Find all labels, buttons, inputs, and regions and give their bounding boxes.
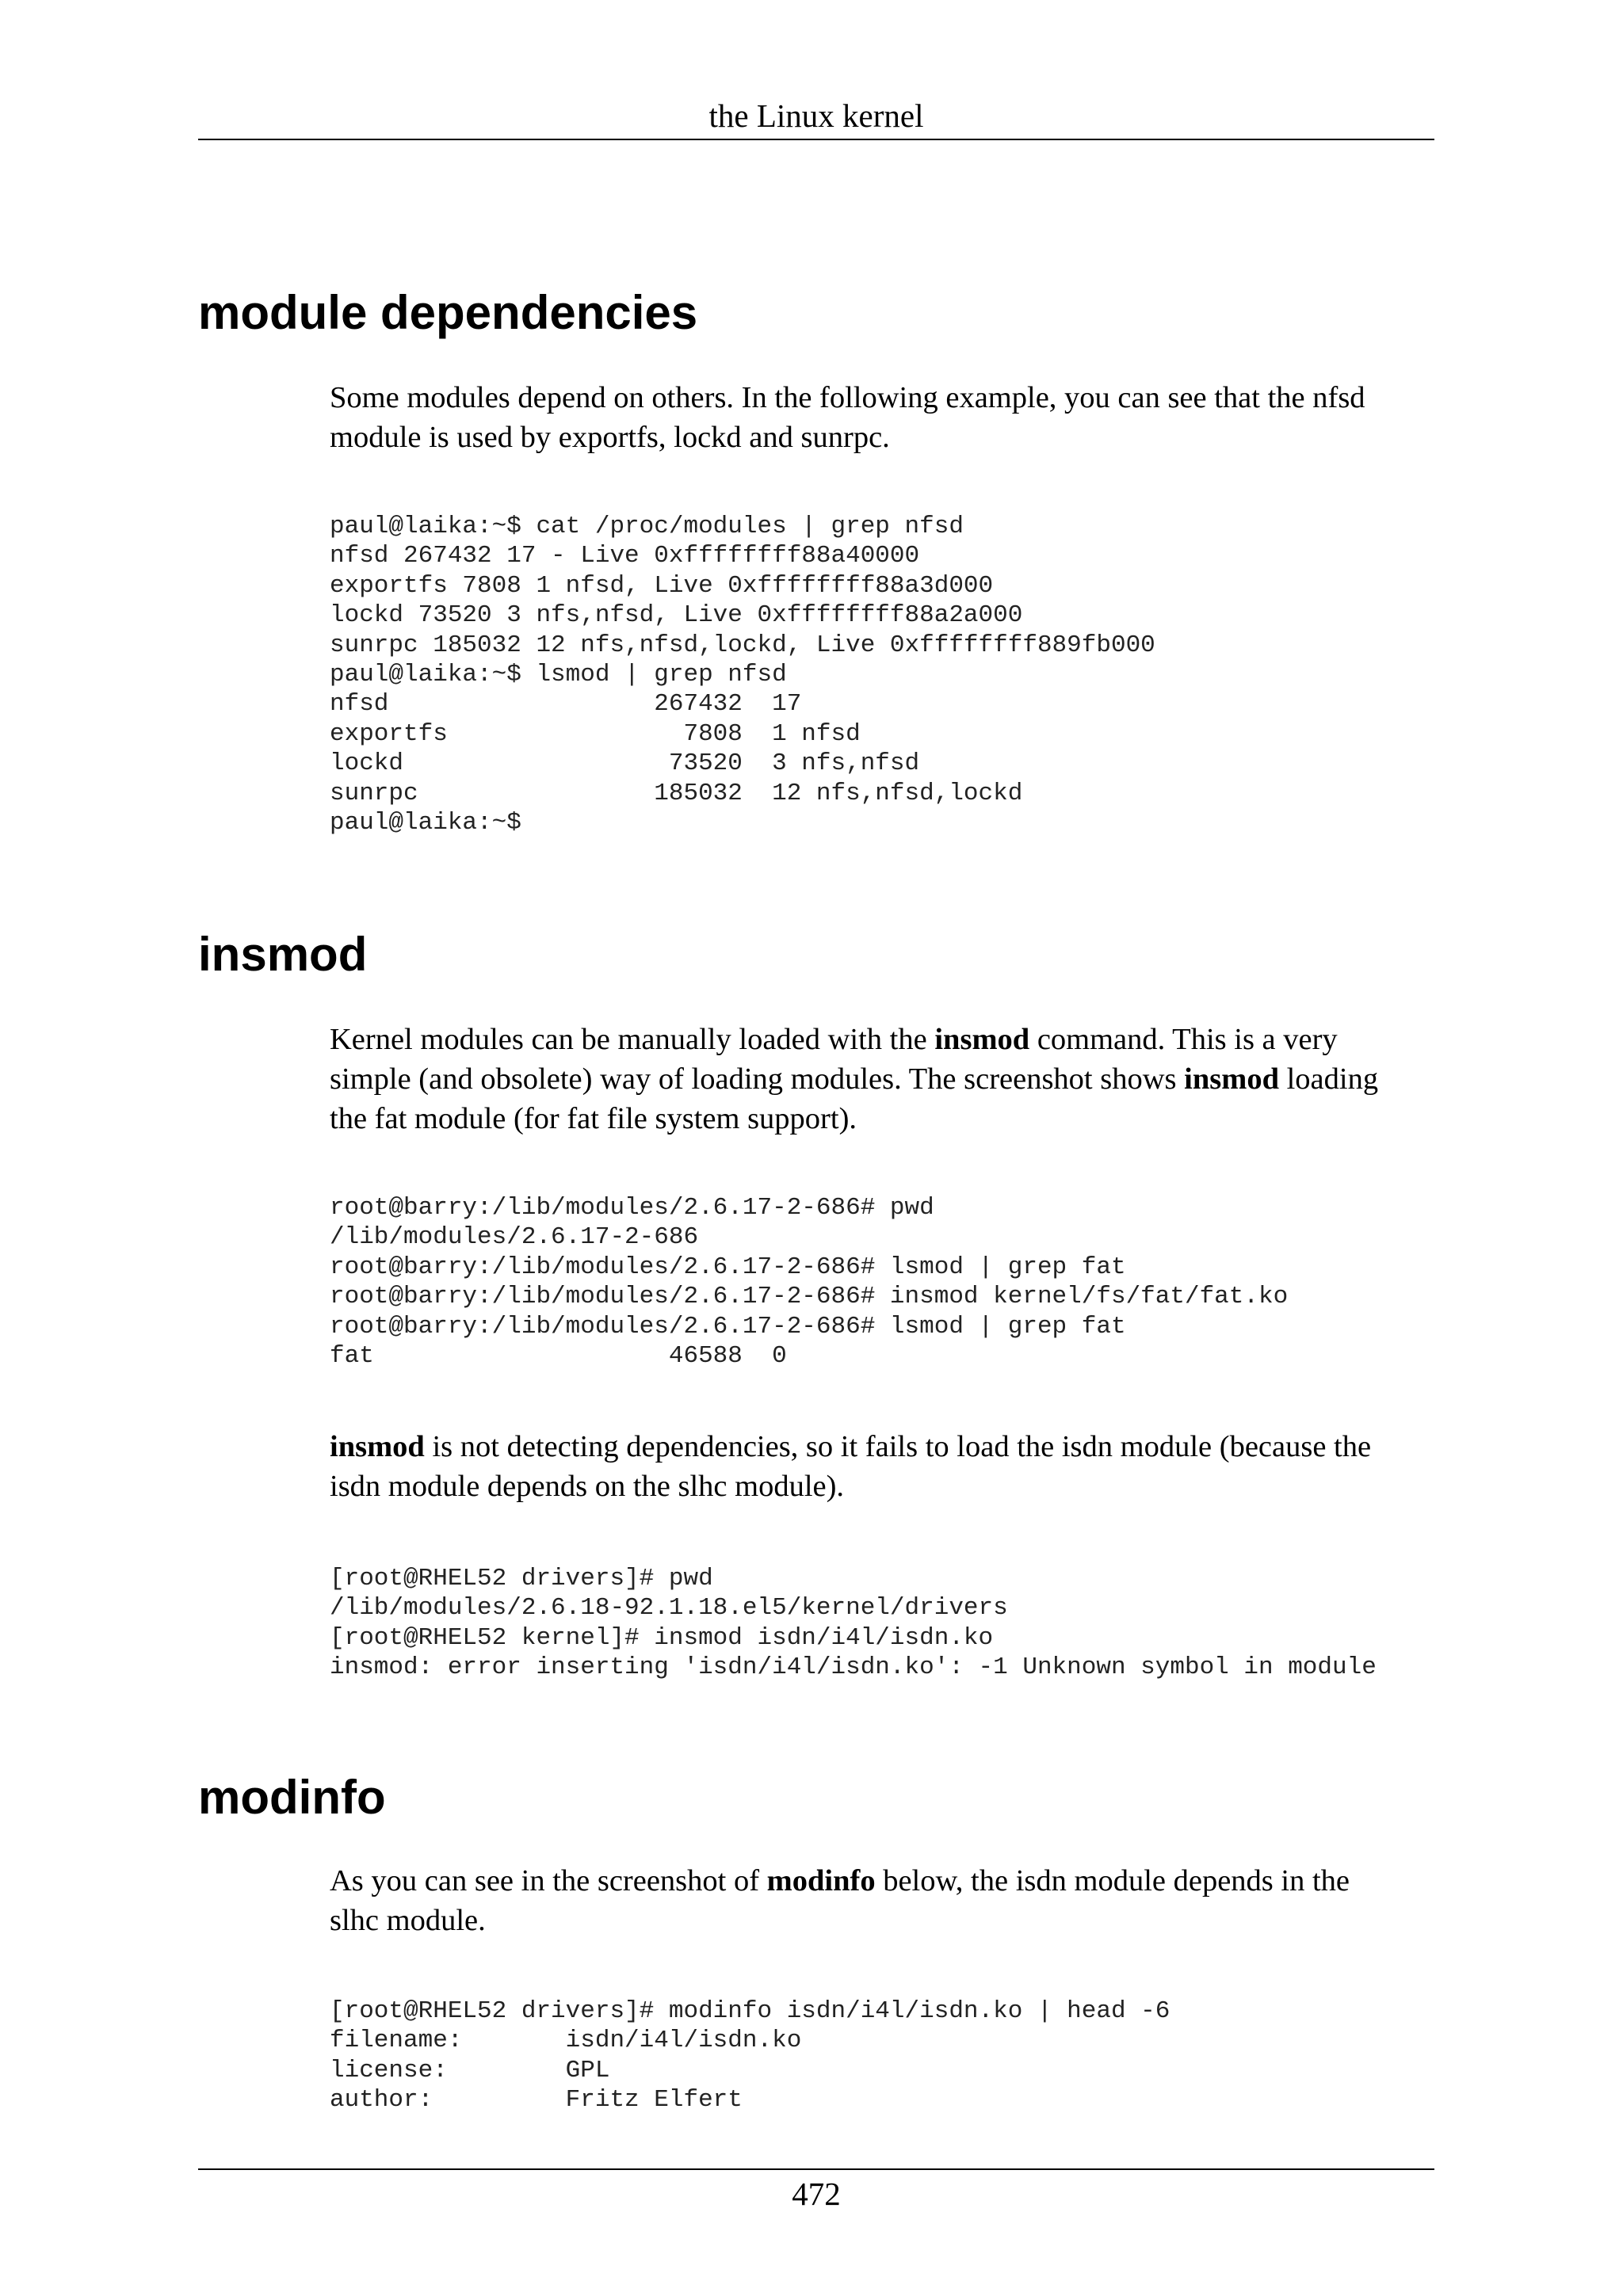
insmod-command-name: insmod — [934, 1023, 1030, 1056]
code-line: sunrpc 185032 12 nfs,nfsd,lockd — [330, 779, 1023, 807]
insmod-p1-line1-text-a: Kernel modules can be manually loaded with the — [330, 1023, 935, 1056]
code-line: insmod: error inserting 'isdn/i4l/isdn.ko': -1 Unknown symbol in module — [330, 1653, 1377, 1682]
code-line: root@barry:/lib/modules/2.6.17-2-686# lsmod | grep fat — [330, 1312, 1126, 1341]
insmod-command-name: insmod — [330, 1430, 425, 1463]
code-line: root@barry:/lib/modules/2.6.17-2-686# insmod kernel/fs/fat/fat.ko — [330, 1283, 1289, 1311]
code-line: [root@RHEL52 drivers]# pwd — [330, 1565, 713, 1592]
footer-rule — [198, 2168, 1434, 2170]
code-line: root@barry:/lib/modules/2.6.17-2-686# pwd — [330, 1194, 934, 1222]
modinfo-p1-line2: slhc module. — [330, 1904, 486, 1937]
code-line: [root@RHEL52 kernel]# insmod isdn/i4l/isdn.ko — [330, 1623, 994, 1652]
header-rule — [198, 139, 1434, 140]
code-line: /lib/modules/2.6.17-2-686 — [330, 1223, 699, 1252]
modinfo-command-name: modinfo — [766, 1864, 876, 1897]
code-line: fat 46588 0 — [330, 1342, 787, 1371]
code-line: paul@laika:~$ lsmod | grep nfsd — [330, 661, 787, 689]
insmod-paragraph-2 — [330, 1427, 1439, 1506]
modinfo-p1-line1-text-c: below, the isdn module depends in the — [875, 1864, 1350, 1897]
section-title-module-dependencies: module dependencies — [198, 286, 698, 339]
code-block-modinfo — [330, 1997, 1170, 2115]
code-line: paul@laika:~$ — [330, 809, 521, 837]
insmod-p1-line2-text-a: simple (and obsolete) way of loading modules. The screenshot shows — [330, 1062, 1185, 1096]
code-line: exportfs 7808 1 nfsd, Live 0xffffffff88a3d000 — [330, 571, 994, 600]
code-block-deps — [330, 512, 1155, 837]
code-line: filename: isdn/i4l/isdn.ko — [330, 2027, 802, 2055]
code-line: lockd 73520 3 nfs,nfsd, Live 0xffffffff88a2a000 — [330, 601, 1023, 630]
code-line: nfsd 267432 17 - Live 0xffffffff88a40000 — [330, 542, 920, 570]
insmod-p1-line2-text-c: loading — [1278, 1062, 1379, 1096]
section-title-insmod: insmod — [198, 928, 368, 981]
code-line: lockd 73520 3 nfs,nfsd — [330, 749, 920, 778]
insmod-p1-line1-text-c: command. This is a very — [1029, 1023, 1338, 1056]
insmod-paragraph-1 — [330, 1020, 1439, 1138]
deps-paragraph-line2: module is used by exportfs, lockd and sunrpc. — [330, 421, 890, 454]
code-line: /lib/modules/2.6.18-92.1.18.el5/kernel/drivers — [330, 1594, 1008, 1623]
page-number: 472 — [792, 2176, 841, 2212]
code-line: root@barry:/lib/modules/2.6.17-2-686# lsmod | grep fat — [330, 1253, 1126, 1281]
insmod-command-name: insmod — [1184, 1062, 1279, 1096]
running-header: the Linux kernel — [708, 97, 924, 134]
insmod-p2-line2: isdn module depends on the slhc module). — [330, 1470, 845, 1503]
code-line: license: GPL — [330, 2056, 610, 2084]
code-line: paul@laika:~$ cat /proc/modules | grep nfsd — [330, 513, 964, 540]
modinfo-paragraph — [330, 1861, 1439, 1940]
code-line: author: Fritz Elfert — [330, 2086, 743, 2115]
code-line: sunrpc 185032 12 nfs,nfsd,lockd, Live 0xffffffff889fb000 — [330, 631, 1155, 659]
code-block-insmod-fat — [330, 1193, 1288, 1371]
code-block-insmod-isdn — [330, 1564, 1377, 1683]
code-line: nfsd 267432 17 — [330, 690, 802, 719]
deps-paragraph-line1: Some modules depend on others. In the following example, you can see that the nfsd — [330, 381, 1365, 414]
insmod-p2-line1-text: is not detecting dependencies, so it fails to load the isdn module (because the — [424, 1430, 1372, 1463]
deps-paragraph — [330, 378, 1439, 457]
code-line: [root@RHEL52 drivers]# modinfo isdn/i4l/isdn.ko | head -6 — [330, 1997, 1170, 2025]
code-line: exportfs 7808 1 nfsd — [330, 719, 861, 748]
section-title-modinfo: modinfo — [198, 1771, 386, 1824]
modinfo-p1-line1-text-a: As you can see in the screenshot of — [330, 1864, 767, 1897]
insmod-p1-line3: the fat module (for fat file system support). — [330, 1102, 857, 1135]
